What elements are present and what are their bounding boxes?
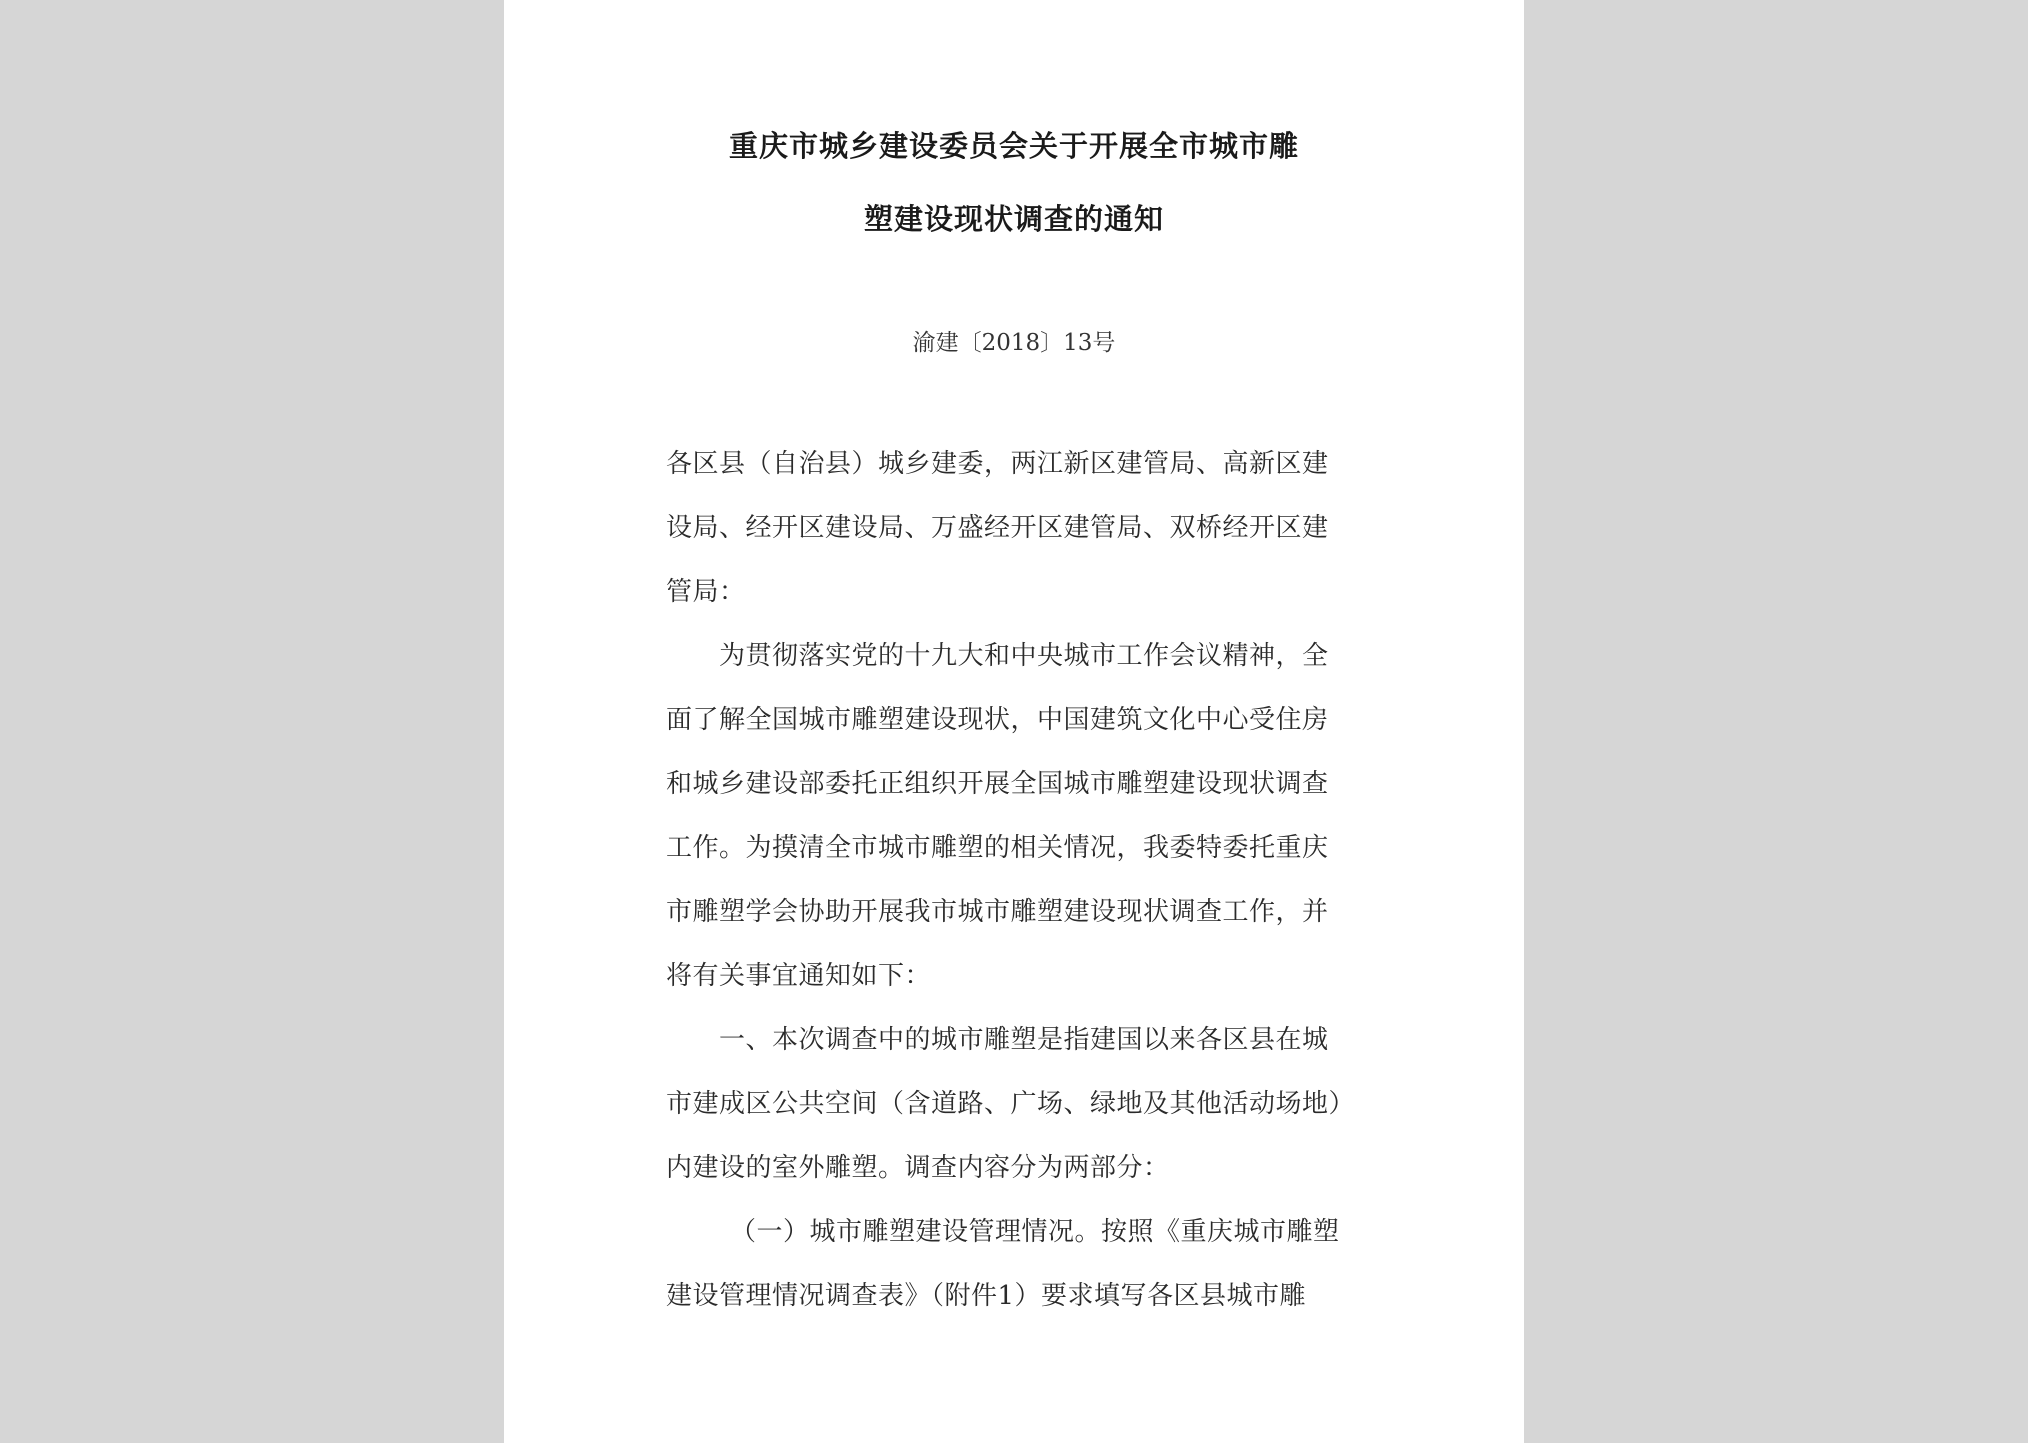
body-line: 为贯彻落实党的十九大和中央城市工作会议精神，全 xyxy=(719,641,1329,671)
document-title-line-1: 重庆市城乡建设委员会关于开展全市城市雕 xyxy=(728,129,1299,163)
body-line: 管局： xyxy=(666,577,746,607)
body-line: 建设管理情况调查表》（附件1）要求填写各区县城市雕 xyxy=(666,1281,1307,1311)
body-line: 市建成区公共空间（含道路、广场、绿地及其他活动场地） xyxy=(666,1089,1356,1119)
document-title-line-2: 塑建设现状调查的通知 xyxy=(863,202,1164,236)
body-line: 一、本次调查中的城市雕塑是指建国以来各区县在城 xyxy=(719,1025,1329,1055)
document-page xyxy=(504,0,1524,1443)
body-line: 内建设的室外雕塑。调查内容分为两部分： xyxy=(666,1153,1170,1183)
body-line: 将有关事宜通知如下： xyxy=(666,961,932,991)
body-line: 设局、经开区建设局、万盛经开区建管局、双桥经开区建 xyxy=(666,513,1329,543)
body-line: 工作。为摸清全市城市雕塑的相关情况，我委特委托重庆 xyxy=(666,833,1329,863)
body-line: 市雕塑学会协助开展我市城市雕塑建设现状调查工作，并 xyxy=(666,897,1329,927)
document-number: 渝建〔2018〕13号 xyxy=(912,330,1116,356)
body-line: 和城乡建设部委托正组织开展全国城市雕塑建设现状调查 xyxy=(666,769,1329,799)
body-line: 面了解全国城市雕塑建设现状，中国建筑文化中心受住房 xyxy=(666,705,1329,735)
body-line: （一）城市雕塑建设管理情况。按照《重庆城市雕塑 xyxy=(730,1217,1340,1247)
body-line: 各区县（自治县）城乡建委，两江新区建管局、高新区建 xyxy=(666,449,1329,479)
